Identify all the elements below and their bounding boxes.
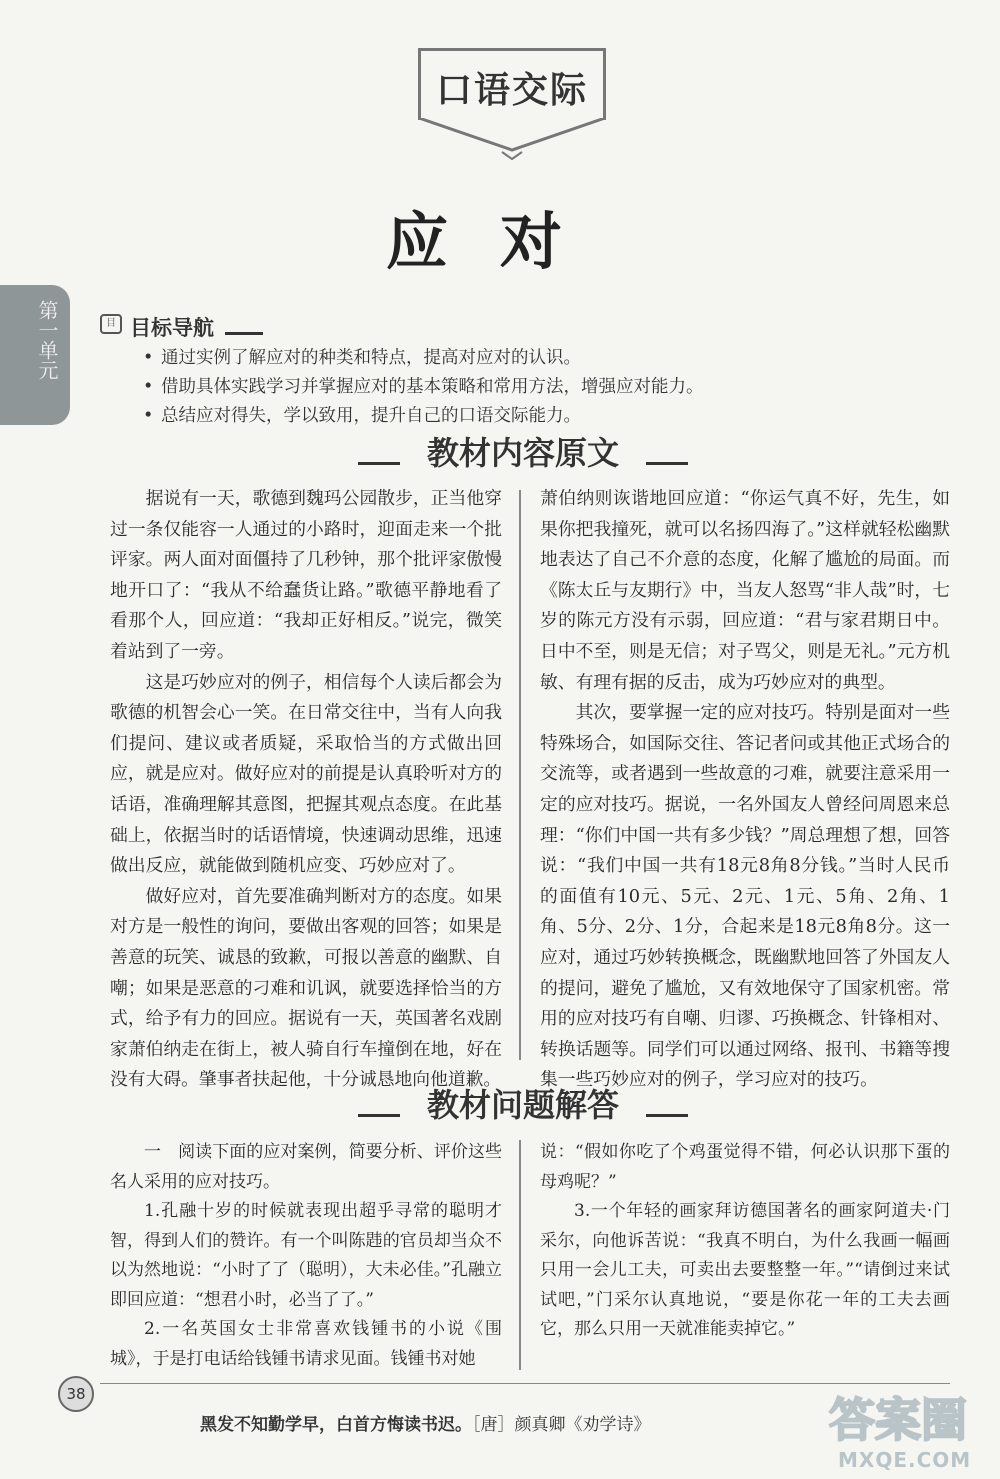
- paragraph: 说：“假如你吃了个鸡蛋觉得不错，何必认识那下蛋的母鸡呢？”: [540, 1142, 950, 1192]
- goal-item: • 借助具体实践学习并掌握应对的基本策略和常用方法，增强应对能力。: [143, 377, 704, 397]
- goal-item: • 通过实例了解应对的种类和特点，提高对应对的认识。: [143, 348, 581, 368]
- paragraph: 3.一个年轻的画家拜访德国著名的画家阿道夫·门采尔，向他诉苦说：“我真不明白，为什么我画一幅画只用一会儿工夫，可卖出去要整整一年。”“请倒过来试试吧，”门采尔认真地说，“要是你花一年的工夫去画它，那么只用一天就准能卖掉它。”: [540, 1201, 950, 1339]
- paragraph: 这是巧妙应对的例子，相信每个人读后都会为歌德的机智会心一笑。在日常交往中，当有人向我们提问、建议或者质疑，采取恰当的方式做出回应，就是应对。做好应对的前提是认真聆听对方的话语，准确理解其意图，把握其观点态度。在此基础上，依据当时的话语情境，快速调动思维，迅速做出反应，就能做到随机应变、巧妙应对了。: [110, 671, 502, 877]
- goal-nav-underline: [225, 332, 263, 335]
- goal-list: [143, 344, 704, 431]
- paragraph: 1.孔融十岁的时候就表现出超乎寻常的聪明才智，得到人们的赞许。有一个叫陈韪的官员却当众不以为然地说：“小时了了（聪明），大未必佳。”孔融立即回应道：“想君小时，必当了了。”: [110, 1201, 502, 1310]
- section1-left-column: [110, 484, 502, 1096]
- page-number: 38: [58, 1376, 94, 1412]
- watermark-url: MXQE.COM: [838, 1448, 972, 1472]
- goal-nav-title: 目标导航: [130, 316, 214, 340]
- column-divider: [519, 1140, 521, 1370]
- footer-rule: [100, 1383, 950, 1384]
- column-divider: [519, 490, 521, 1060]
- section2-left-column: [110, 1138, 502, 1374]
- section-header-question-answers: 教材问题解答: [358, 1080, 688, 1124]
- watermark-logo: [808, 1390, 988, 1450]
- paragraph: 据说有一天，歌德到魏玛公园散步，正当他穿过一条仅能容一人通过的小路时，迎面走来一个批评家。两人面对面僵持了几秒钟，那个批评家傲慢地开口了：“我从不给蠢货让路。”歌德平静地看了看那个人，回应道：“我却正好相反。”说完，微笑着站到了一旁。: [110, 488, 502, 662]
- page-title: 应对: [385, 205, 614, 278]
- unit-label: 第一单元: [35, 300, 59, 380]
- svg-text:答案圈: 答案圈: [829, 1393, 967, 1447]
- section-header-original-text: 教材内容原文: [358, 428, 688, 472]
- goal-item: • 总结应对得失，学以致用，提升自己的口语交际能力。: [143, 406, 581, 426]
- paragraph: 其次，要掌握一定的应对技巧。特别是面对一些特殊场合，如国际交往、答记者问或其他正式场合的交流等，或者遇到一些故意的刁难，就要注意采用一定的应对技巧。据说，一名外国友人曾经问周恩来总理：“你们中国一共有多少钱？”周总理想了想，回答说：“我们中国一共有18元8角8分钱。”当时人民币的面值有10元、5元、2元、1元、5角、2角、1角、5分、2分、1分，合起来是18元8角8分。这一应对，通过巧妙转换概念，既幽默地回答了外国友人的提问，避免了尴尬，又有效地保守了国家机密。常用的应对技巧有自嘲、归谬、巧换概念、针锋相对、转换话题等。同学们可以通过网络、报刊、书籍等搜集一些巧妙应对的例子，学习应对的技巧。: [540, 702, 950, 1091]
- motto-source: ［唐］颜真卿《劝学诗》: [472, 1415, 651, 1435]
- paragraph: 一 阅读下面的应对案例，简要分析、评价这些名人采用的应对技巧。: [110, 1142, 502, 1192]
- section1-right-column: [540, 484, 950, 1096]
- paragraph: 萧伯纳则诙谐地回应道：“你运气真不好，先生，如果你把我撞死，就可以名扬四海了。”这样就轻松幽默地表达了自己不介意的态度，化解了尴尬的局面。而《陈太丘与友期行》中，当友人怒骂“非人哉”时，七岁的陈元方没有示弱，回应道：“君与家君期日中。日中不至，则是无信；对子骂父，则是无礼。”元方机敏、有理有据的反击，成为巧妙应对的典型。: [540, 488, 950, 693]
- paragraph: 做好应对，首先要准确判断对方的态度。如果对方是一般性的询问，要做出客观的回答；如果是善意的玩笑、诚恳的致歉，可报以善意的幽默、自嘲；如果是恶意的刁难和讥讽，就要选择恰当的方式，给予有力的回应。据说有一天，英国著名戏剧家萧伯纳走在街上，被人骑自行车撞倒在地，好在没有大碍。肇事者扶起他，十分诚恳地向他道歉。: [110, 885, 502, 1091]
- goal-nav-icon: 目: [100, 314, 122, 334]
- banner-title: 口语交际: [435, 70, 588, 111]
- paragraph: 2.一名英国女士非常喜欢钱锺书的小说《围城》，于是打电话给钱锺书请求见面。钱锺书对她: [110, 1319, 502, 1369]
- section2-right-column: [540, 1138, 950, 1345]
- footer-motto: 黑发不知勤学早，白首方悔读书迟。［唐］颜真卿《劝学诗》: [200, 1415, 651, 1435]
- banner-chevron-icon: [418, 118, 606, 168]
